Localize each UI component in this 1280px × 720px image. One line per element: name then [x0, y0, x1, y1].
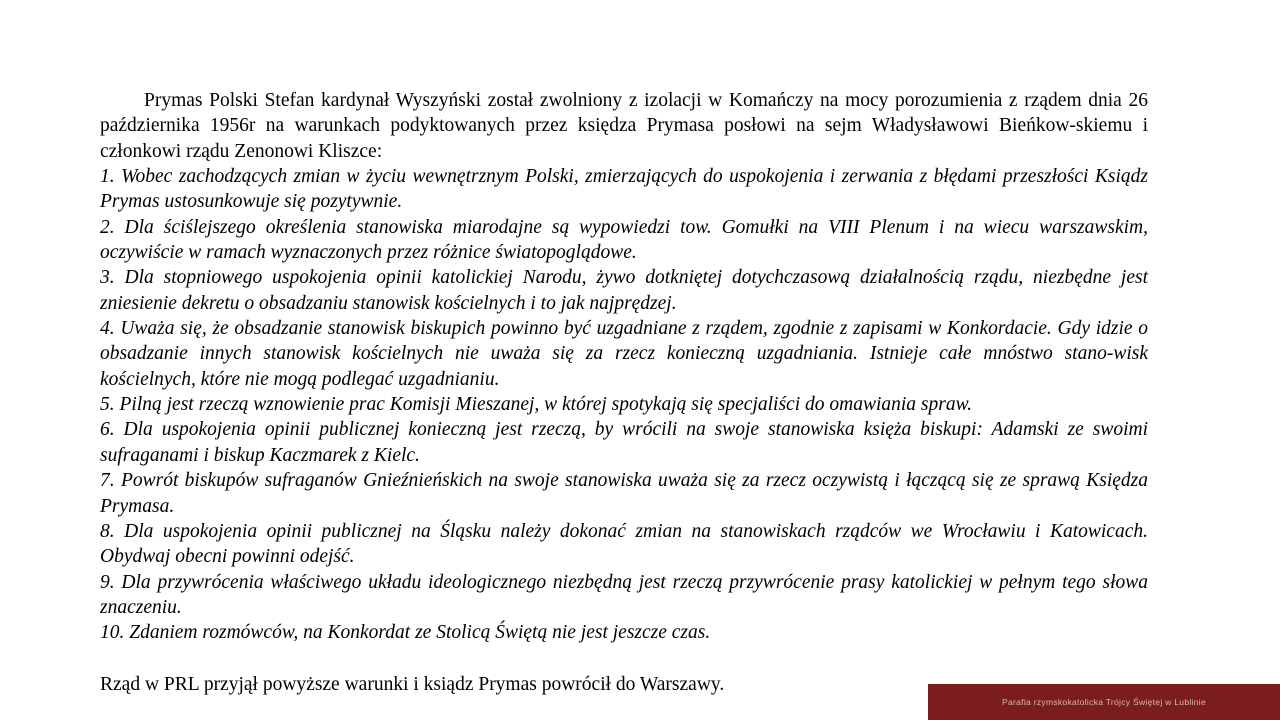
list-item: 4. Uważa się, że obsadzanie stanowisk biskupich powinno być uzgadniane z rządem, zgodnie z zapisami w Konkordacie. Gdy idzie o obsadzanie innych stanowisk kościelnych nie uważa się za rzecz konieczną uzgadniania. Istnieje całe mnóstwo stano-wisk kościelnych, które nie mogą podlegać uzgadnianiu. [100, 318, 1148, 390]
paragraph-spacer [100, 646, 1148, 672]
closing-paragraph: Rząd w PRL przyjął powyższe warunki i ksiądz Prymas powrócił do Warszawy. [100, 673, 725, 695]
intro-paragraph: Prymas Polski Stefan kardynał Wyszyński został zwolniony z izolacji w Komańczy na mocy porozumienia z rządem dnia 26 października 1956r na warunkach podyktowanych przez księdza Prymasa posłowi na sejm Władysławowi Bieńkow-skiemu i członkowi rządu Zenonowi Kliszce: [100, 90, 1148, 162]
list-item: 3. Dla stopniowego uspokojenia opinii katolickiej Narodu, żywo dotkniętej dotychczasową działalnością rządu, niezbędne jest zniesienie dekretu o obsadzaniu stanowisk kościelnych i to jak najprędzej. [100, 267, 1148, 314]
list-item: 7. Powrót biskupów sufraganów Gnieźnieńskich na swoje stanowiska uważa się za rzecz oczywistą i łączącą się ze sprawą Księdza Prymasa. [100, 470, 1148, 517]
list-item: 2. Dla ściślejszego określenia stanowiska miarodajne są wypowiedzi tow. Gomułki na VIII Plenum i na wiecu warszawskim, oczywiście w ramach wyznaczonych przez różnice światopoglądowe. [100, 216, 1148, 264]
list-item: 6. Dla uspokojenia opinii publicznej konieczną jest rzeczą, by wrócili na swoje stanowiska księża biskupi: Adamski ze swoimi sufraganami i biskup Kaczmarek z Kielc. [100, 419, 1148, 466]
slide-text-body [100, 88, 1148, 697]
list-item: 10. Zdaniem rozmówców, na Konkordat ze Stolicą Świętą nie jest jeszcze czas. [100, 622, 711, 644]
footer-credit-badge: Parafia rzymskokatolicka Trójcy Świętej w Lublinie [928, 684, 1280, 720]
list-item: 5. Pilną jest rzeczą wznowienie prac Komisji Mieszanej, w której spotykają się specjaliści do omawiania spraw. [100, 394, 973, 416]
list-item: 1. Wobec zachodzących zmian w życiu wewnętrznym Polski, zmierzających do uspokojenia i zerwania z błędami przeszłości Ksiądz Prymas ustosunkowuje się pozytywnie. [100, 166, 1148, 213]
list-item: 9. Dla przywrócenia właściwego układu ideologicznego niezbędną jest rzeczą przywrócenie prasy katolickiej w pełnym tego słowa znaczeniu. [100, 571, 1148, 618]
list-item: 8. Dla uspokojenia opinii publicznej na Śląsku należy dokonać zmian na stanowiskach rządców we Wrocławiu i Katowicach. Obydwaj obecni powinni odejść. [100, 520, 1148, 568]
